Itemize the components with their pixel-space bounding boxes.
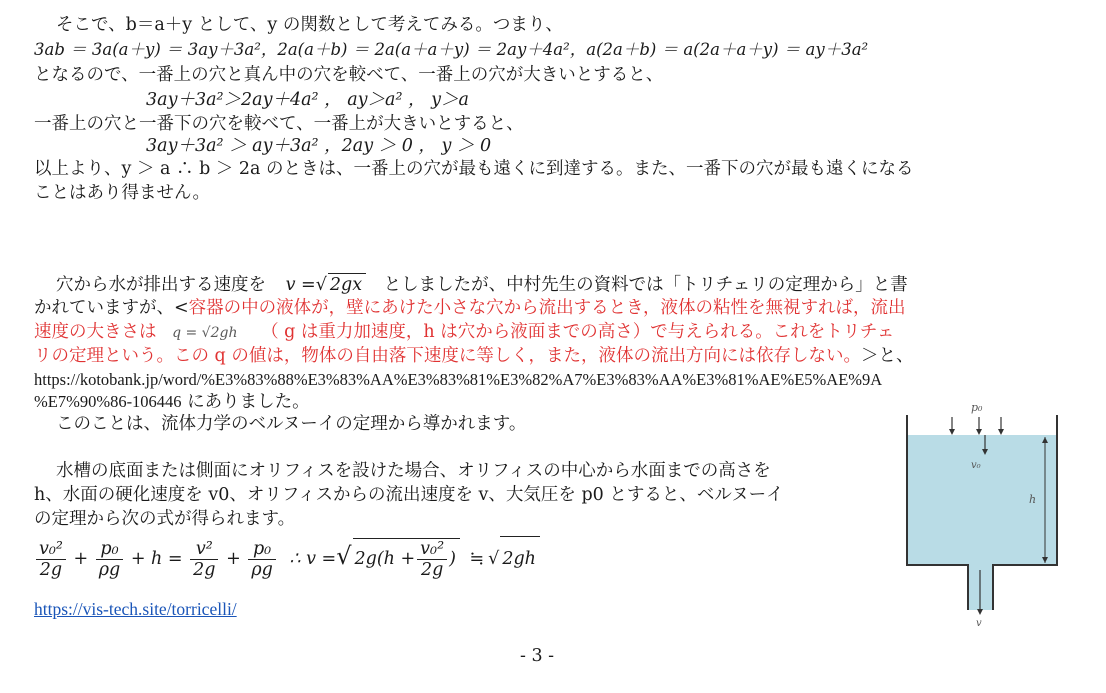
torricelli-formula: q = √2gh — [172, 325, 238, 341]
para1-line3: となるので、一番上の穴と真ん中の穴を較べて、一番上の穴が大きいとすると、 — [34, 65, 664, 85]
para2-line4-quote: リの定理という。この q の値は，物体の自由落下速度に等しく，また，液体の流出方向には依存しない。 — [34, 346, 861, 366]
para2-line2-quote: 容器の中の液体が，壁にあけた小さな穴から流出するとき，液体の粘性を無視すれば，流出 — [188, 298, 906, 318]
eq-frac-vsq-2g: $\frac{\text{v²}}{2g}$ — [190, 539, 218, 580]
page-number: - 3 - — [520, 646, 555, 666]
bernoulli-equation: $\frac{\text{v₀²}}{2g}$ + $\frac{\text{p₀}}{\rho g}$ + h = $\frac{\text{v²}}{2g}$ + $\frac{\text{p₀}}{\rho g}$ ∴ v =√ 2g(h + $\frac{\text{v₀²}}{2g}$ ) ≒ √ 2gh — [34, 534, 540, 581]
para2-line4 — [34, 345, 913, 367]
label-p0: p₀ — [971, 401, 983, 414]
para2-line2-black: かれていますが、< — [34, 298, 189, 318]
para3-line2: h、水面の硬化速度を v0、オリフィスからの流出速度を v、大気圧を p0 とすると、ベルヌーイ — [34, 485, 784, 505]
para2-line4-black: ＞と、 — [860, 346, 914, 366]
eq-approx: ≒ — [469, 549, 485, 569]
para2-line3 — [34, 321, 894, 344]
para1-line7: 以上より、y ＞ a ∴ b ＞ 2a のときは、一番上の穴が最も遠くに到達する。また、一番下の穴が最も遠くになる — [34, 159, 914, 179]
label-v0: v₀ — [971, 460, 981, 471]
torricelli-tank-figure — [897, 395, 1067, 635]
eq-radical: 2g(h + $\frac{\text{v₀²}}{2g}$ ) — [353, 538, 460, 580]
para2-line6 — [34, 391, 310, 413]
kotobank-url-line1[interactable]: https://kotobank.jp/word/%E3%83%88%E3%83%AA%E3%83%81%E3%82%A7%E3%83%AA%E3%81%AE%E5%AE%9A — [34, 370, 883, 389]
para2-line7: このことは、流体力学のベルヌーイの定理から導かれます。 — [56, 414, 527, 434]
para3-line1: 水槽の底面または側面にオリフィスを設けた場合、オリフィスの中心から水面までの高さを — [56, 461, 771, 481]
velocity-formula-radicand: 2gx — [328, 273, 366, 296]
para2-line2 — [34, 297, 905, 319]
para2-line1: 穴から水が排出する速度を v =√ 2gx としましたが、中村先生の資料では「トリチェリの定理から」と書 — [56, 275, 908, 295]
kotobank-url-line2[interactable]: %E7%90%86-106446 — [34, 392, 182, 411]
eq-frac-v0sq-2g: $\frac{\text{v₀²}}{2g}$ — [36, 539, 66, 580]
eq-plus-h: + h = — [130, 549, 183, 569]
velocity-formula-v: v = — [285, 275, 316, 295]
para1-line8: ことはあり得ません。 — [34, 183, 211, 203]
para2-line1-pre: 穴から水が排出する速度を — [56, 275, 266, 295]
para2-line3-post: （ g は重力加速度，h は穴から液面までの高さ）で与えられる。これをトリチェ — [261, 322, 895, 342]
para2-line1-post: としましたが、中村先生の資料では「トリチェリの定理から」と書 — [383, 275, 908, 295]
para2-line6-black: にありました。 — [181, 392, 310, 412]
para1-line4-inequality: 3ay＋3a²＞2ay＋4a² ， ay＞a² ， y＞a — [146, 90, 469, 110]
eq-frac-p0-rhog-2: $\frac{\text{p₀}}{\rho g}$ — [248, 539, 276, 580]
label-h: h — [1029, 493, 1037, 506]
para1-line6-inequality: 3ay＋3a² ＞ ay＋3a² ，2ay ＞ 0 ， y ＞ 0 — [146, 136, 492, 156]
eq-final-radicand: 2gh — [500, 536, 540, 581]
para1-line5: 一番上の穴と一番下の穴を較べて、一番上が大きいとすると、 — [34, 114, 524, 134]
para1-line2-equation: 3ab ＝ 3a(a＋y) ＝ 3ay＋3a²，2a(a＋b) ＝ 2a(a＋a＋y) ＝ 2ay＋4a²，a(2a＋b) ＝ a(2a＋a＋y) ＝ ay＋3a² — [34, 40, 869, 59]
para3-line3: の定理から次の式が得られます。 — [34, 509, 296, 529]
label-v: v — [976, 618, 982, 629]
eq-therefore: ∴ v = — [289, 549, 337, 569]
eq-frac-p0-rhog: $\frac{\text{p₀}}{\rho g}$ — [96, 539, 124, 580]
para2-line3-pre: 速度の大きさは — [34, 322, 157, 342]
para1-line1: そこで、b＝a＋y として、y の関数として考えてみる。つまり、 — [56, 15, 563, 35]
vis-tech-link[interactable]: https://vis-tech.site/torricelli/ — [34, 599, 237, 619]
